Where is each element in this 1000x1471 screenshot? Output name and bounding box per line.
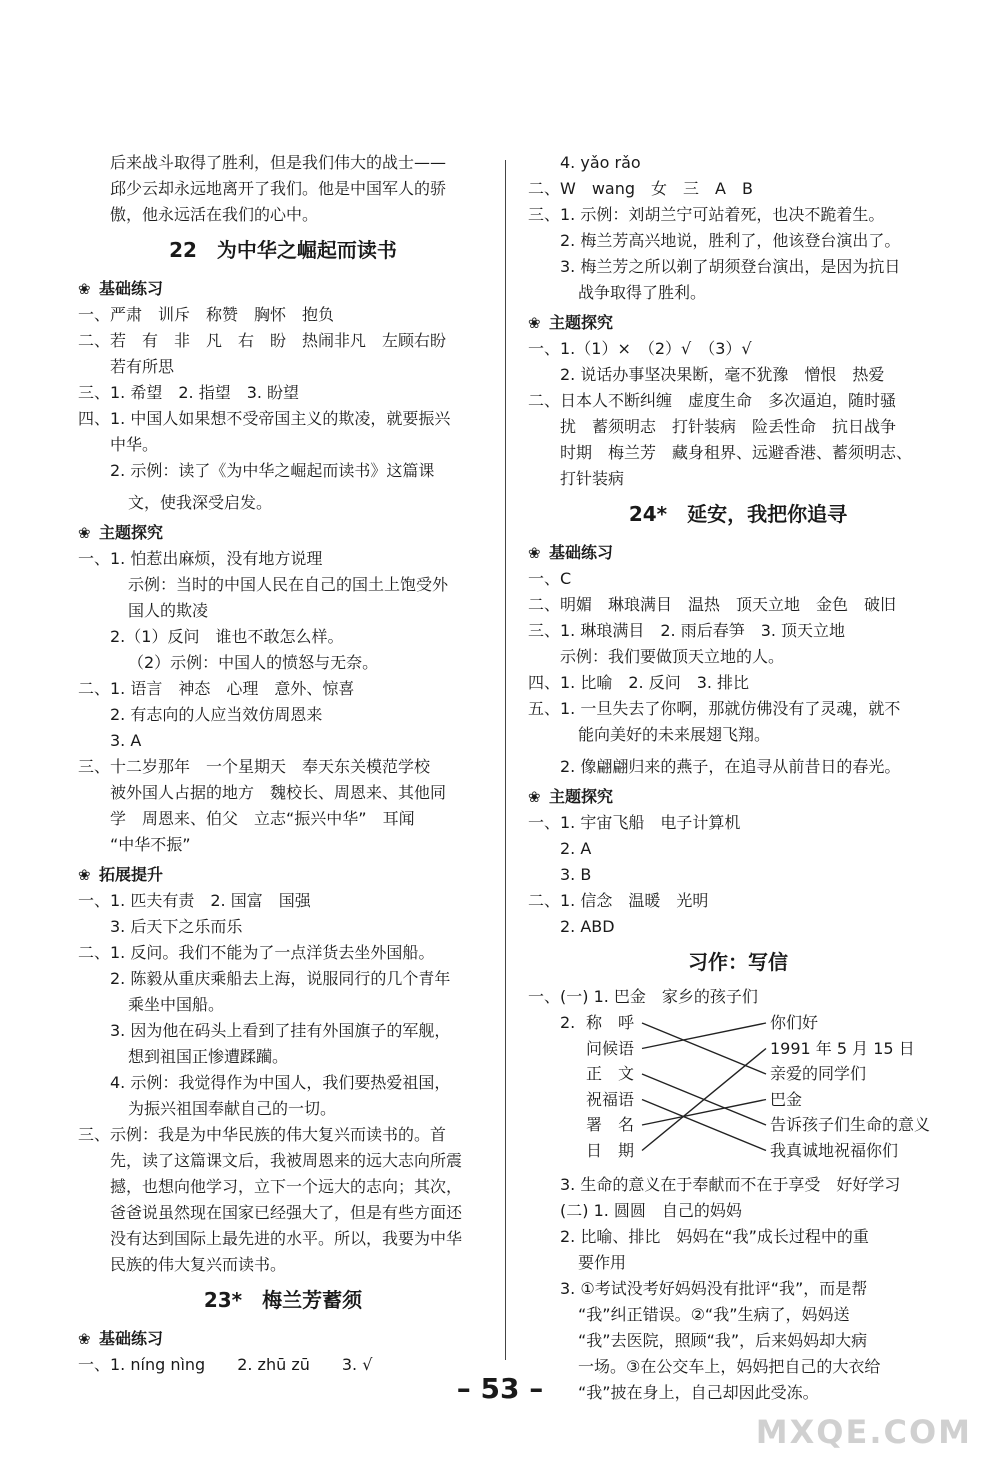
answer-line: 文，使我深受启发。 (128, 493, 273, 512)
answer-line: 邱少云却永远地离开了我们。他是中国军人的骄 (110, 179, 447, 198)
subsection-heading (78, 276, 488, 302)
answer-line: 爸爸说虽然现在国家已经强大了，但是有些方面还 (110, 1203, 463, 1222)
left-column (78, 150, 488, 1378)
matching-exercise (560, 1010, 948, 1172)
answer-line: 二、1. 信念 温暖 光明 (528, 891, 709, 910)
answer-line: 2. ABD (560, 917, 615, 936)
answer-line: 4. yǎo rǎo (560, 153, 641, 172)
column-divider (505, 160, 506, 1360)
answer-line: 若有所思 (110, 357, 175, 376)
answer-line: 国人的欺凌 (128, 601, 209, 620)
answer-line: 二、日本人不断纠缠 虚度生命 多次逼迫，随时骚 (528, 391, 897, 410)
answer-line: 三、1. 琳琅满目 2. 雨后春笋 3. 顶天立地 (528, 621, 846, 640)
subsection-label: 主题探究 (99, 523, 164, 542)
paw-icon: ❀ (78, 866, 91, 884)
answer-line: 战争取得了胜利。 (578, 283, 707, 302)
answer-line: 学 周恩来、伯父 立志“振兴中华” 耳闻 (110, 809, 415, 828)
subsection-heading (78, 862, 488, 888)
answer-line: 为振兴祖国奉献自己的一切。 (128, 1099, 337, 1118)
matching-link (642, 1023, 766, 1074)
answer-line: “我”披在身上，自己却因此受冻。 (578, 1383, 819, 1402)
answer-line: 被外国人占据的地方 魏校长、周恩来、其他同 (110, 783, 447, 802)
answer-line: 2. 梅兰芳高兴地说，胜利了，他该登台演出了。 (560, 231, 901, 250)
section-title: 23* 梅兰芳蓄须 (203, 1288, 363, 1312)
answer-line: 一、1. níng nìng 2. zhū zū 3. √ (78, 1355, 373, 1374)
answer-line: 时期 梅兰芳 藏身租界、远避香港、蓄须明志、 (560, 443, 913, 462)
answer-line: 打针装病 (560, 469, 625, 488)
subsection-heading (528, 784, 948, 810)
answer-line: 没有达到国际上最先进的水平。所以，我要为中华 (110, 1229, 463, 1248)
answer-line: 一、(一) 1. 巴金 家乡的孩子们 (528, 987, 758, 1006)
subsection-heading (78, 1326, 488, 1352)
matching-link (642, 1100, 766, 1151)
matching-right-item: 亲爱的同学们 (770, 1064, 867, 1083)
answer-line: 2. 像翩翩归来的燕子，在追寻从前昔日的春光。 (560, 757, 901, 776)
section-title: 习作：写信 (688, 950, 788, 974)
answer-line: 四、1. 比喻 2. 反问 3. 排比 (528, 673, 750, 692)
answer-line: 示例：当时的中国人民在自己的国土上饱受外 (128, 575, 449, 594)
answer-line: 3. 生命的意义在于奉献而不在于享受 好好学习 (560, 1175, 901, 1194)
answer-line: 二、若 有 非 凡 右 盼 热闹非凡 左顾右盼 (78, 331, 447, 350)
answer-line: 中华。 (110, 435, 159, 454)
answer-line: “我”纠正错误。②“我”生病了，妈妈送 (578, 1305, 850, 1324)
page-number: – 53 – (456, 1372, 544, 1405)
subsection-heading (78, 520, 488, 546)
subsection-label: 主题探究 (549, 313, 614, 332)
answer-line: 2. 示例：读了《为中华之崛起而读书》这篇课 (110, 461, 435, 480)
paw-icon: ❀ (78, 524, 91, 542)
answer-line: 4. 示例：我觉得作为中国人，我们要热爱祖国， (110, 1073, 451, 1092)
matching-right-item: 巴金 (770, 1089, 803, 1109)
answer-line: 能向美好的未来展翅飞翔。 (578, 725, 771, 744)
answer-line: 三、1. 示例：刘胡兰宁可站着死，也决不跪着生。 (528, 205, 885, 224)
paw-icon: ❀ (78, 1330, 91, 1348)
subsection-label: 基础练习 (549, 543, 614, 562)
answer-line: 2. 有志向的人应当效仿周恩来 (110, 705, 323, 724)
matching-left-item: 署 名 (586, 1115, 635, 1134)
matching-number: 2. (560, 1013, 576, 1032)
answer-line: 一、C (528, 569, 572, 588)
answer-line: 3. ①考试没考好妈妈没有批评“我”，而是帮 (560, 1279, 868, 1298)
matching-lines (560, 1010, 960, 1172)
matching-link (642, 1049, 766, 1151)
subsection-heading (528, 310, 948, 336)
answer-line: 2. 说话办事坚决果断，毫不犹豫 憎恨 热爱 (560, 365, 885, 384)
answer-line: 五、1. 一旦失去了你啊，那就仿佛没有了灵魂，就不 (528, 699, 901, 718)
matching-link (642, 1023, 766, 1049)
answer-line: 一、1. 怕惹出麻烦，没有地方说理 (78, 549, 323, 568)
section-title: 24* 延安，我把你追寻 (628, 502, 848, 526)
subsection-label: 基础练习 (99, 279, 164, 298)
answer-line: 四、1. 中国人如果想不受帝国主义的欺凌，就要振兴 (78, 409, 451, 428)
answer-line: 要作用 (578, 1253, 627, 1272)
answer-line: 3. B (560, 865, 592, 884)
answer-line: 一、1. 宇宙飞船 电子计算机 (528, 813, 741, 832)
answer-line: 一场。③在公交车上，妈妈把自己的大衣给 (578, 1357, 881, 1376)
answer-line: 一、1.（1）× （2）√ （3）√ (528, 339, 752, 358)
answer-line: 2.（1）反问 谁也不敢怎么样。 (110, 627, 344, 646)
answer-line: (二) 1. 圆圆 自己的妈妈 (560, 1201, 742, 1220)
answer-line: 二、明媚 琳琅满目 温热 顶天立地 金色 破旧 (528, 595, 897, 614)
subsection-label: 基础练习 (99, 1329, 164, 1348)
answer-line: 三、1. 希望 2. 指望 3. 盼望 (78, 383, 300, 402)
answer-line: 三、示例：我是为中华民族的伟大复兴而读书的。首 (78, 1125, 447, 1144)
subsection-heading (528, 540, 948, 566)
matching-right-item: 告诉孩子们生命的意义 (770, 1115, 931, 1134)
matching-left-item: 祝福语 (586, 1089, 635, 1109)
matching-right-item: 我真诚地祝福你们 (770, 1140, 899, 1160)
answer-line: 2. A (560, 839, 592, 858)
paw-icon: ❀ (78, 280, 91, 298)
paw-icon: ❀ (528, 314, 541, 332)
answer-line: 二、1. 反问。我们不能为了一点洋货去坐外国船。 (78, 943, 435, 962)
answer-line: 2. 比喻、排比 妈妈在“我”成长过程中的重 (560, 1227, 869, 1246)
matching-link (642, 1100, 766, 1126)
answer-line: “中华不振” (110, 835, 191, 854)
answer-line: 后来战斗取得了胜利，但是我们伟大的战士—— (110, 153, 447, 172)
answer-line: 傲，他永远活在我们的心中。 (110, 205, 319, 224)
answer-line: 3. A (110, 731, 142, 750)
answer-line: 2. 陈毅从重庆乘船去上海，说服同行的几个青年 (110, 969, 451, 988)
paw-icon: ❀ (528, 788, 541, 806)
answer-line: 二、1. 语言 神态 心理 意外、惊喜 (78, 679, 355, 698)
matching-right-item: 你们好 (770, 1013, 819, 1032)
answer-line: 撼，也想向他学习，立下一个远大的志向；其次， (110, 1177, 463, 1196)
matching-left-item: 称 呼 (586, 1013, 635, 1032)
subsection-label: 主题探究 (549, 787, 614, 806)
answer-line: 民族的伟大复兴而读书。 (110, 1255, 287, 1274)
matching-right-item: 1991 年 5 月 15 日 (770, 1038, 915, 1058)
answer-line: 二、W wang 女 三 A B (528, 179, 753, 198)
answer-line: 先，读了这篇课文后，我被周恩来的远大志向所震 (110, 1151, 463, 1170)
answer-line: 三、十二岁那年 一个星期天 奉天东关模范学校 (78, 757, 431, 776)
answer-line: 扰 蓄须明志 打针装病 险丢性命 抗日战争 (560, 417, 897, 436)
right-column (528, 150, 948, 1406)
section-title: 22 为中华之崛起而读书 (169, 238, 397, 262)
answer-line: 3. 因为他在码头上看到了挂有外国旗子的军舰， (110, 1021, 451, 1040)
matching-left-item: 问候语 (586, 1038, 635, 1058)
subsection-label: 拓展提升 (99, 865, 164, 884)
paw-icon: ❀ (528, 544, 541, 562)
answer-line: （2）示例：中国人的愤怒与无奈。 (128, 653, 379, 672)
matching-left-item: 日 期 (586, 1140, 635, 1160)
matching-left-item: 正 文 (586, 1064, 635, 1083)
answer-line: 示例：我们要做顶天立地的人。 (560, 647, 785, 666)
answer-line: 3. 梅兰芳之所以剃了胡须登台演出，是因为抗日 (560, 257, 901, 276)
answer-line: 一、1. 匹夫有责 2. 国富 国强 (78, 891, 311, 910)
watermark: MXQE.COM (755, 1413, 972, 1451)
answer-line: 3. 后天下之乐而乐 (110, 917, 243, 936)
answer-line: 一、严肃 训斥 称赞 胸怀 抱负 (78, 305, 335, 324)
answer-line: 乘坐中国船。 (128, 995, 225, 1014)
answer-line: “我”去医院，照顾“我”，后来妈妈却大病 (578, 1331, 868, 1350)
answer-line: 想到祖国正惨遭蹂躏。 (128, 1047, 289, 1066)
